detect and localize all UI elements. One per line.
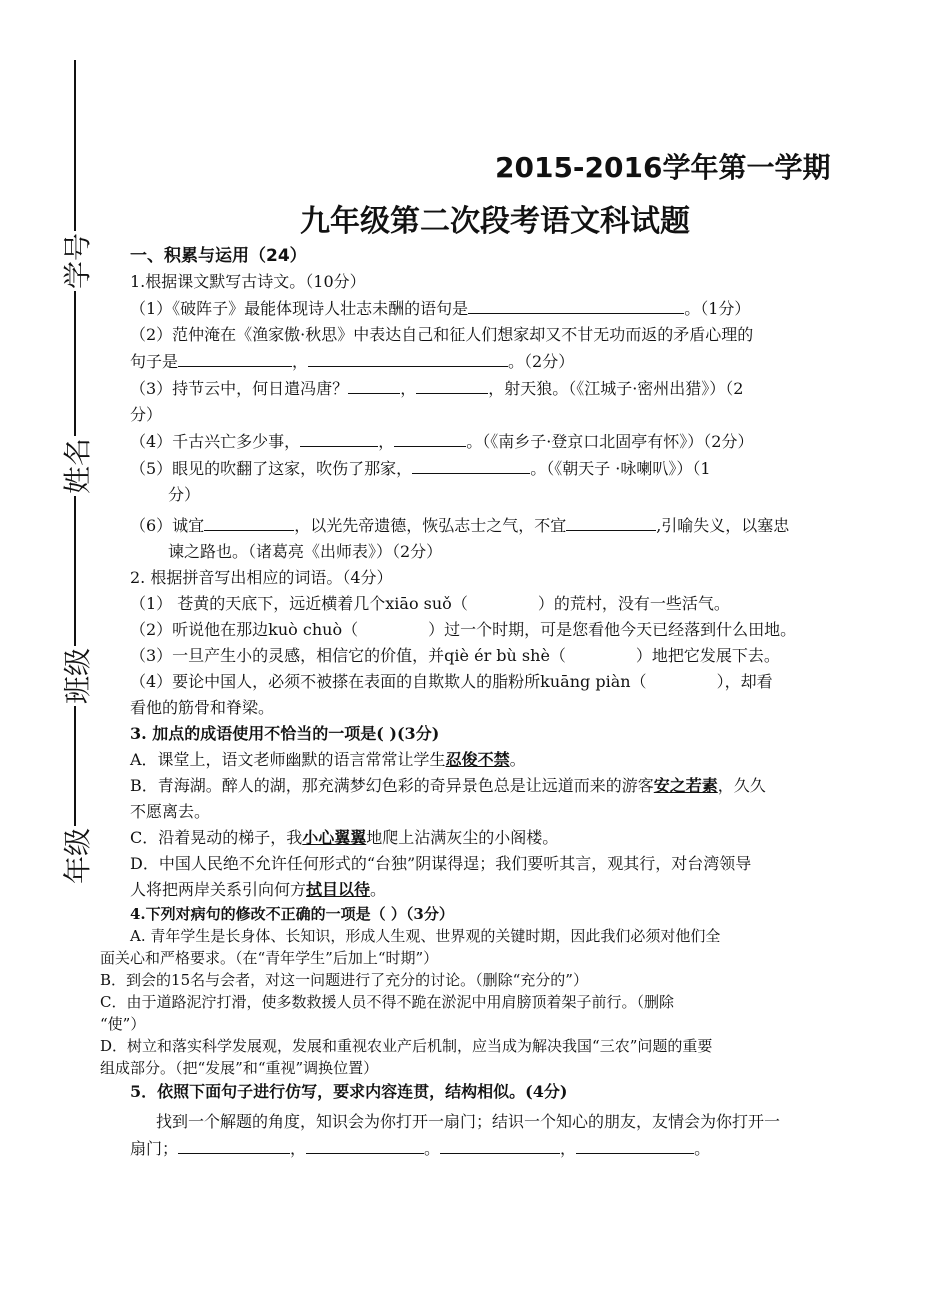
q1-item1-end: 。（1分）	[684, 299, 751, 318]
section-heading: 一、积累与运用（24）	[130, 246, 307, 266]
q5-end: 。	[694, 1139, 711, 1158]
q5-lead: 扇门；	[130, 1139, 179, 1158]
question-3-option-b-cont: 不愿离去。	[130, 802, 211, 821]
student-number-label: 学号	[61, 233, 94, 290]
question-4-block	[100, 903, 858, 1079]
name-label: 姓名	[61, 438, 94, 495]
answer-blank[interactable]	[300, 428, 378, 447]
answer-blank[interactable]	[178, 1135, 290, 1154]
answer-blank[interactable]	[394, 428, 466, 447]
question-3-option-c	[130, 825, 858, 851]
exam-term-title: 2015-2016学年第一学期	[495, 151, 831, 184]
q3-b-end: ，久久	[717, 776, 766, 795]
question-4-option-a-cont: 面关心和严格要求。（在“青年学生”后加上“时期”）	[100, 949, 439, 967]
question-2-item-4	[130, 669, 858, 695]
q1-item2-sep: ，	[292, 352, 309, 371]
question-3-option-d-cont	[130, 877, 858, 903]
q3-b-idiom: 安之若素	[653, 776, 718, 795]
q1-item6-mid: ，以光先帝遗德，恢弘志士之气，不宜	[294, 516, 567, 535]
question-3-option-d: D．中国人民绝不允许任何形式的“台独”阴谋得逞；我们要听其言，观其行，对台湾领导	[130, 854, 752, 873]
exam-title: 九年级第二次段考语文科试题	[300, 204, 690, 239]
q1-item1-text: （1）《破阵子》最能体现诗人壮志未酬的语句是	[130, 299, 469, 318]
question-5-answer-line	[130, 1135, 858, 1162]
q1-item3-end: ，射天狼。（《江城子·密州出猎》）（2	[488, 379, 744, 398]
q3-c-text: C．沿着晃动的梯子，我	[130, 828, 303, 847]
question-4-option-a: A. 青年学生是长身体、长知识，形成人生观、世界观的关键时期，因此我们必须对他们全	[130, 927, 721, 945]
q3-b-text: B．青海湖。醉人的湖，那充满梦幻色彩的奇异景色总是让远道而来的游客	[130, 776, 654, 795]
q3-c-end: 地爬上沾满灰尘的小阁楼。	[366, 828, 559, 847]
answer-blank[interactable]	[204, 512, 294, 531]
binding-margin	[40, 60, 100, 885]
question-1-item-6-cont: 谏之路也。（诸葛亮《出师表》）（2分）	[168, 542, 443, 561]
q1-item3-text: （3）持节云中，何日遣冯唐？	[130, 379, 349, 398]
answer-blank[interactable]	[412, 455, 530, 474]
question-1-item-3-cont: 分）	[130, 405, 163, 424]
q3-d-end: 。	[370, 880, 387, 899]
question-4-option-b: B．到会的15名与会者，对这一问题进行了充分的讨论。（删除“充分的”）	[100, 971, 588, 989]
class-label: 班级	[61, 648, 94, 705]
q2-item2-end: ）过一个时期，可是您看他今天已经落到什么田地。	[428, 620, 797, 639]
question-4-heading: 4.下列对病句的修改不正确的一项是（ ）（3分）	[130, 905, 454, 923]
question-2-item-2	[130, 617, 858, 643]
q1-item4-sep: ，	[378, 432, 395, 451]
question-4-option-d-cont: 组成部分。（把“发展”和“重视”调换位置）	[100, 1059, 379, 1077]
q5-sep: ，	[290, 1139, 307, 1158]
q3-a-idiom: 忍俊不禁	[445, 750, 510, 769]
q2-item1-text: （1） 苍黄的天底下，远近横着几个xiāo suǒ（	[130, 594, 468, 613]
question-1-item-5	[130, 455, 858, 482]
q1-item6-text: （6）诚宜	[130, 516, 205, 535]
q5-period: 。	[424, 1139, 441, 1158]
q3-a-text: A．课堂上，语文老师幽默的语言常常让学生	[130, 750, 446, 769]
q2-item4-text: （4）要论中国人，必须不被搽在表面的自欺欺人的脂粉所kuāng piàn（	[130, 672, 647, 691]
question-3-option-b	[130, 773, 858, 799]
q3-d-idiom: 拭目以待	[306, 880, 371, 899]
q5-sep2: ，	[560, 1139, 577, 1158]
question-1-heading: 1.根据课文默写古诗文。（10分）	[130, 272, 366, 291]
answer-blank[interactable]	[308, 348, 508, 367]
question-4-option-c: C．由于道路泥泞打滑，使多数救援人员不得不跪在淤泥中用肩膀顶着架子前行。（删除	[100, 993, 674, 1011]
answer-blank[interactable]	[178, 348, 292, 367]
q1-item6-end: ,引喻失义，以塞忠	[656, 516, 790, 535]
question-1-item-2-cont	[130, 348, 858, 375]
q3-c-idiom: 小心翼翼	[302, 828, 367, 847]
q2-item4-end: ），却看	[716, 672, 773, 691]
answer-blank[interactable]	[348, 375, 400, 394]
answer-blank[interactable]	[440, 1135, 560, 1154]
q3-d-text: 人将把两岸关系引向何方	[130, 880, 307, 899]
question-2-item-3	[130, 643, 858, 669]
question-1-item-5-cont: 分）	[168, 485, 201, 504]
grade-label: 年级	[61, 828, 94, 885]
question-1-item-4	[130, 428, 858, 455]
question-2-item-4-cont: 看他的筋骨和脊梁。	[130, 698, 275, 717]
q1-item2-lead: 句子是	[130, 352, 179, 371]
question-5-heading: 5．依照下面句子进行仿写，要求内容连贯，结构相似。(4分)	[130, 1082, 568, 1101]
q2-item1-end: ）的荒村，没有一些活气。	[537, 594, 730, 613]
answer-blank[interactable]	[468, 295, 684, 314]
answer-blank[interactable]	[576, 1135, 694, 1154]
exam-content	[100, 243, 858, 1162]
answer-blank[interactable]	[416, 375, 488, 394]
q2-item3-text: （3）一旦产生小的灵感，相信它的价值，并qiè ér bù shè（	[130, 646, 566, 665]
question-2-heading: 2. 根据拼音写出相应的词语。（4分）	[130, 568, 393, 587]
answer-blank[interactable]	[306, 1135, 424, 1154]
q1-item2-end: 。（2分）	[508, 352, 575, 371]
question-1-item-3	[130, 375, 858, 402]
question-5-prompt: 找到一个解题的角度，知识会为你打开一扇门；结识一个知心的朋友，友情会为你打开一	[156, 1112, 781, 1131]
q1-item5-text: （5）眼见的吹翻了这家，吹伤了那家，	[130, 459, 413, 478]
question-2-item-1	[130, 591, 858, 617]
q1-item3-sep: ，	[400, 379, 417, 398]
question-1-item-1	[130, 295, 858, 322]
q2-item2-text: （2）听说他在那边kuò chuò（	[130, 620, 359, 639]
question-3-option-a	[130, 747, 858, 773]
q2-item3-end: ）地把它发展下去。	[635, 646, 780, 665]
question-4-option-c-cont: “使”）	[100, 1015, 146, 1033]
q1-item5-end: 。（《朝天子 ·咏喇叭》）（1	[530, 459, 711, 478]
answer-blank[interactable]	[566, 512, 656, 531]
question-1-item-2	[130, 322, 858, 348]
question-4-option-d: D．树立和落实科学发展观，发展和重视农业产后机制，应当成为解决我国“三农”问题的重要	[100, 1037, 713, 1055]
q1-item4-end: 。（《南乡子·登京口北固亭有怀》）（2分）	[466, 432, 754, 451]
q1-item2-text: （2）范仲淹在《渔家傲·秋思》中表达自己和征人们想家却又不甘无功而返的矛盾心理的	[130, 325, 754, 344]
question-1-item-6	[130, 512, 858, 539]
q1-item4-text: （4）千古兴亡多少事，	[130, 432, 301, 451]
question-3-heading: 3. 加点的成语使用不恰当的一项是( )(3分)	[130, 724, 440, 743]
q3-a-end: 。	[509, 750, 526, 769]
